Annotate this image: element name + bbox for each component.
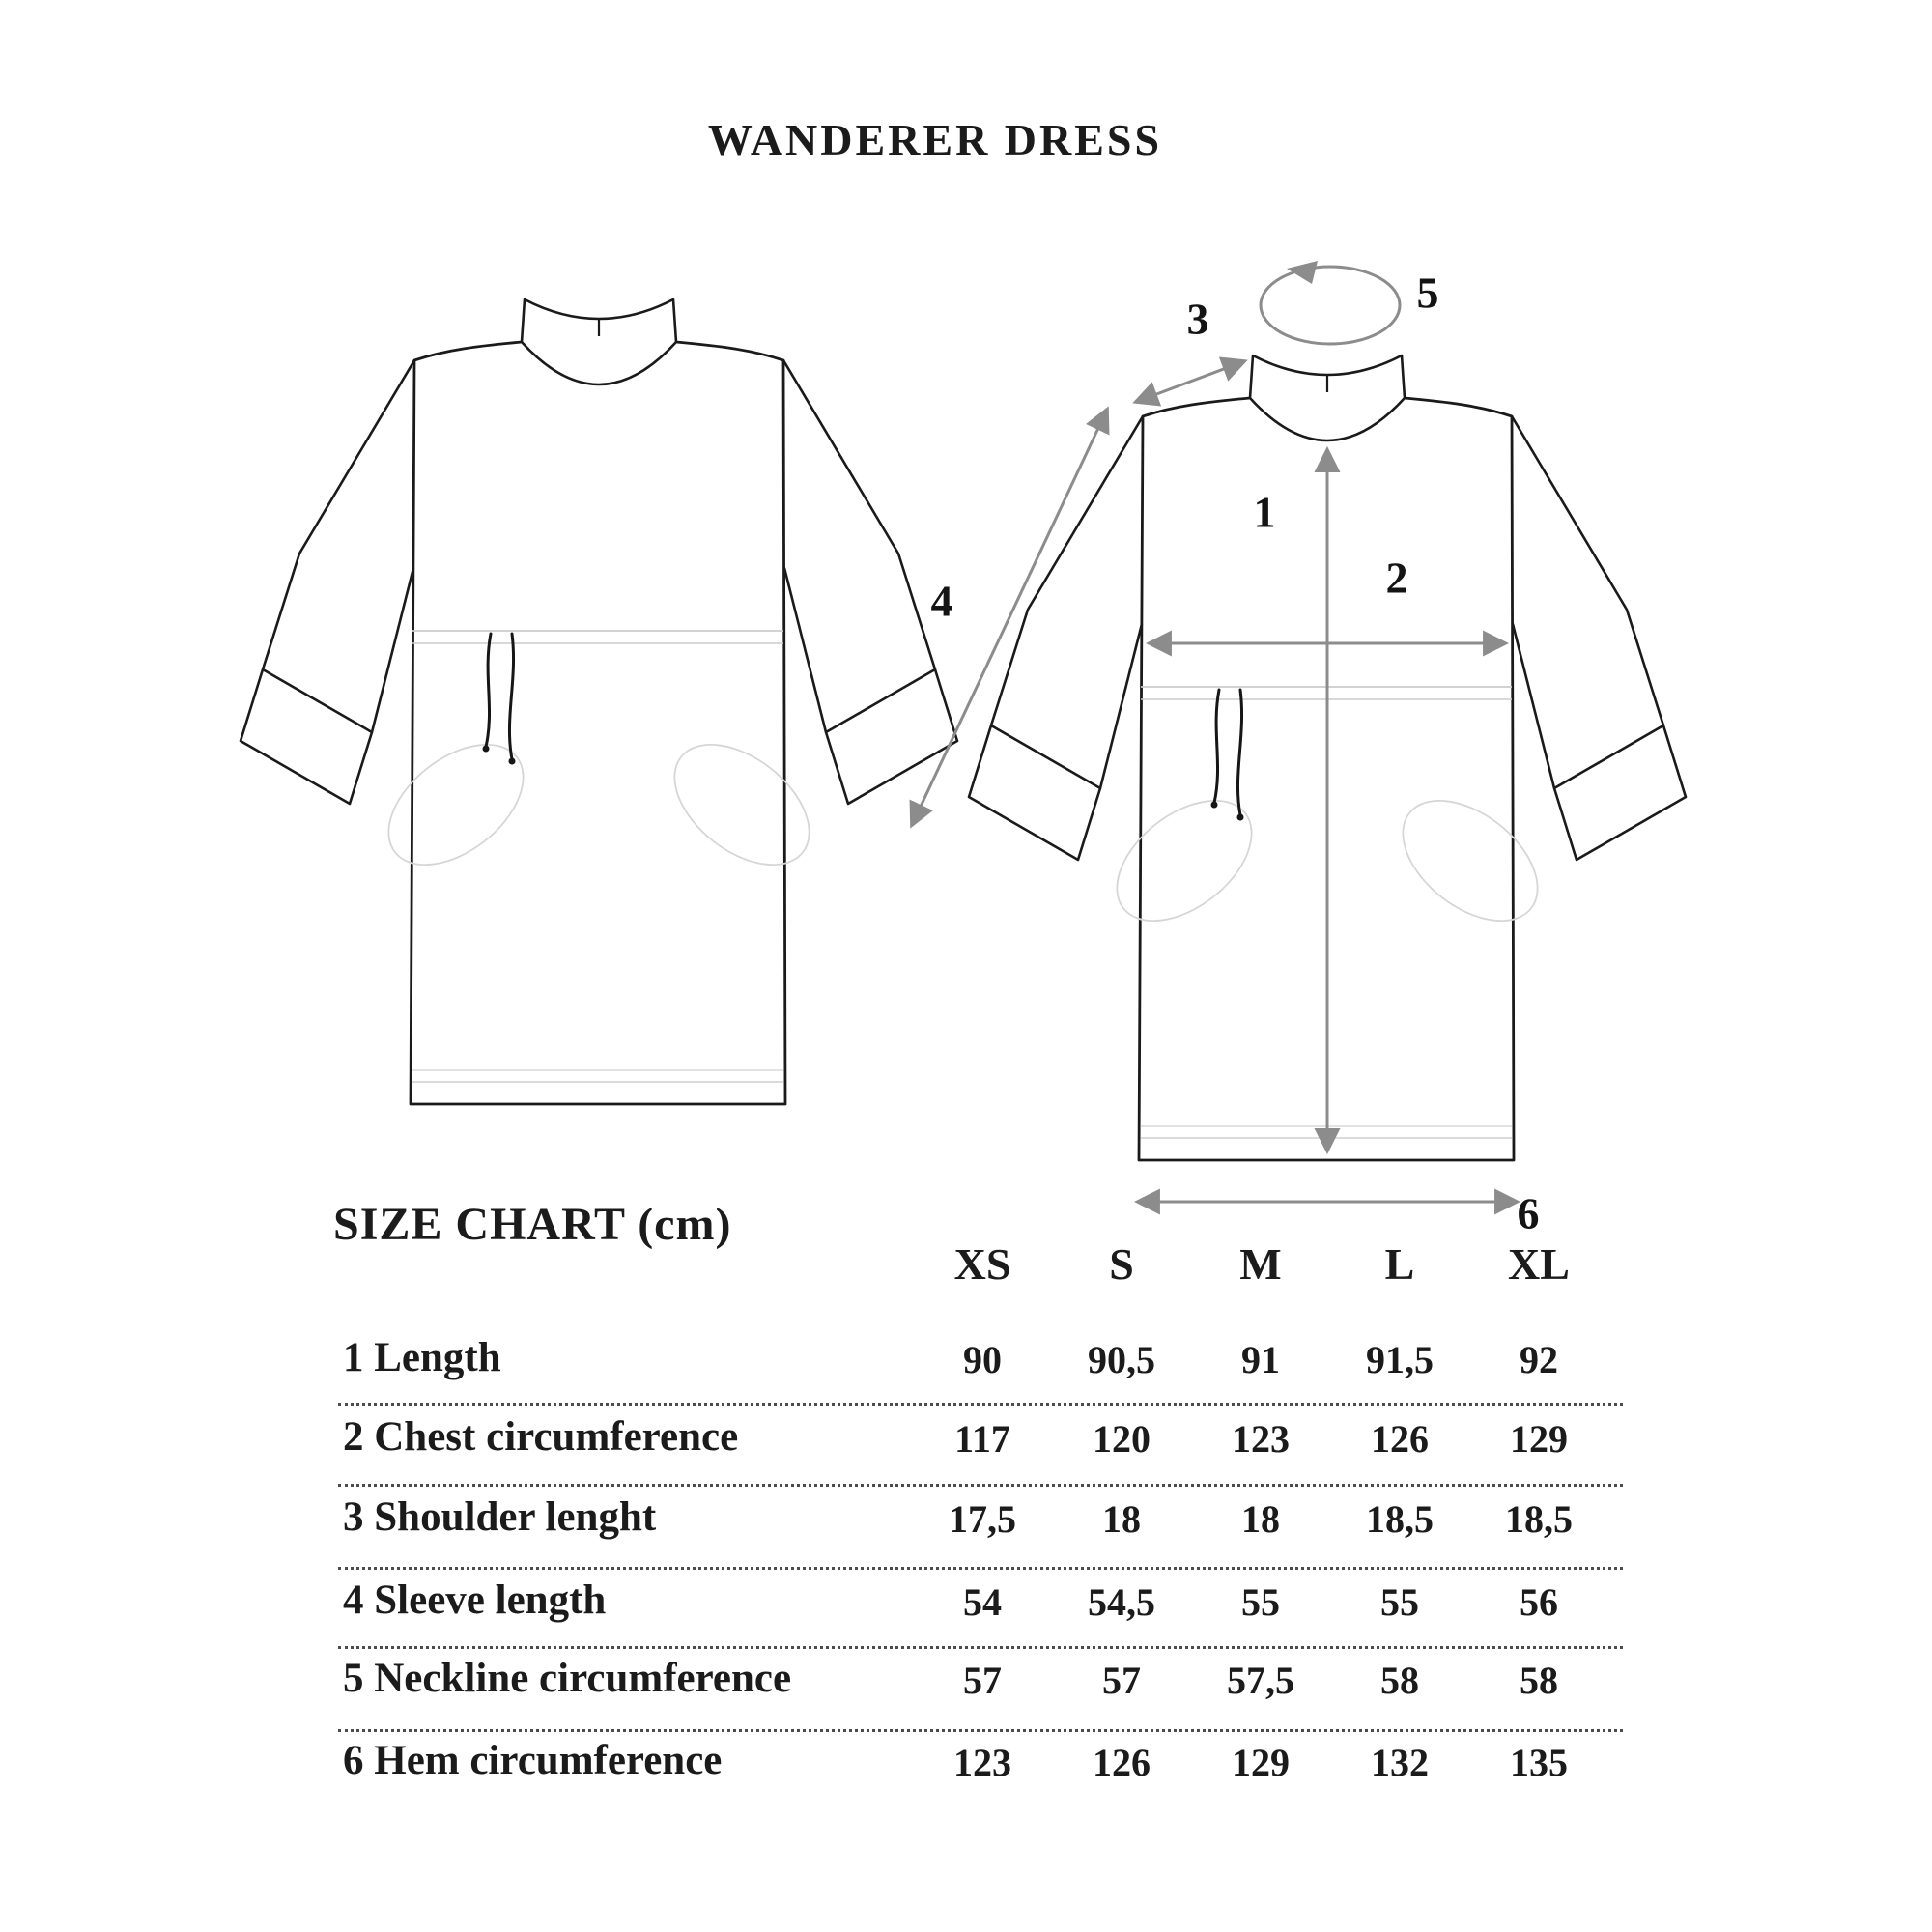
- row-values: [913, 1496, 1608, 1542]
- column-header-xs: XS: [953, 1239, 1011, 1289]
- cell-value: 132: [1371, 1741, 1429, 1784]
- cell-value: 18,5: [1505, 1497, 1573, 1541]
- cell-value: 55: [1241, 1580, 1280, 1624]
- column-header-s: S: [1109, 1239, 1134, 1289]
- row-label: 4 Sleeve length: [343, 1577, 607, 1623]
- row-label: 2 Chest circumference: [343, 1414, 739, 1460]
- cell-value: 55: [1380, 1580, 1419, 1624]
- cell-value: 18,5: [1366, 1497, 1434, 1541]
- cell-value: 123: [1232, 1417, 1290, 1461]
- column-header-m: M: [1239, 1239, 1282, 1289]
- dress-annotated-flat: [912, 261, 1686, 1202]
- cell-value: 17,5: [949, 1497, 1016, 1541]
- cell-value: 123: [953, 1741, 1011, 1784]
- cell-value: 57: [1102, 1659, 1141, 1702]
- cell-value: 90,5: [1088, 1338, 1155, 1381]
- page-title: WANDERER DRESS: [707, 115, 1163, 164]
- cell-value: 58: [1520, 1659, 1558, 1702]
- table-row: [0, 1413, 1932, 1463]
- cell-value: 91: [1241, 1338, 1280, 1381]
- cell-value: 57,5: [1227, 1659, 1294, 1702]
- table-row: [0, 1493, 1932, 1544]
- row-values: [913, 1337, 1608, 1382]
- cell-value: 117: [954, 1417, 1010, 1461]
- table-row: [0, 1577, 1932, 1627]
- measurement-label-2: 2: [1385, 553, 1408, 603]
- measurement-label-4: 4: [930, 576, 953, 626]
- cell-value: 126: [1093, 1741, 1151, 1784]
- cell-value: 18: [1102, 1497, 1141, 1541]
- cell-value: 18: [1241, 1497, 1280, 1541]
- row-values: [913, 1416, 1608, 1462]
- table-row: [0, 1737, 1932, 1787]
- measurement-label-5: 5: [1416, 268, 1439, 318]
- size-column-headers: [913, 1238, 1608, 1290]
- row-separator: [338, 1567, 1623, 1570]
- cell-value: 135: [1510, 1741, 1568, 1784]
- column-header-l: L: [1384, 1239, 1415, 1289]
- row-separator: [338, 1484, 1623, 1487]
- table-row: [0, 1655, 1932, 1705]
- cell-value: 56: [1520, 1580, 1558, 1624]
- cell-value: 92: [1520, 1338, 1558, 1381]
- cell-value: 126: [1371, 1417, 1429, 1461]
- measurement-label-1: 1: [1253, 487, 1276, 537]
- table-row: [0, 1334, 1932, 1384]
- row-label: 3 Shoulder lenght: [343, 1494, 657, 1540]
- dress-front-flat: [241, 299, 957, 1104]
- row-values: [913, 1740, 1608, 1785]
- column-header-xl: XL: [1508, 1239, 1570, 1289]
- cell-value: 129: [1232, 1741, 1290, 1784]
- cell-value: 129: [1510, 1417, 1568, 1461]
- cell-value: 54,5: [1088, 1580, 1155, 1624]
- cell-value: 58: [1380, 1659, 1419, 1702]
- cell-value: 57: [963, 1659, 1002, 1702]
- row-label: 5 Neckline circumference: [343, 1656, 792, 1701]
- cell-value: 54: [963, 1580, 1002, 1624]
- row-values: [913, 1579, 1608, 1625]
- row-separator: [338, 1403, 1623, 1406]
- row-separator: [338, 1729, 1623, 1732]
- row-label: 6 Hem circumference: [343, 1738, 723, 1783]
- measurement-label-6: 6: [1517, 1188, 1540, 1238]
- measure-arrow-shoulder-3: [1136, 361, 1244, 402]
- row-label: 1 Length: [343, 1335, 501, 1380]
- cell-value: 91,5: [1366, 1338, 1434, 1381]
- size-chart-heading: SIZE CHART (cm): [333, 1199, 732, 1250]
- measurement-label-3: 3: [1186, 294, 1209, 344]
- cell-value: 120: [1093, 1417, 1151, 1461]
- row-separator: [338, 1646, 1623, 1649]
- cell-value: 90: [963, 1338, 1002, 1381]
- row-values: [913, 1658, 1608, 1703]
- measure-ellipse-neckline-5: [1261, 267, 1400, 344]
